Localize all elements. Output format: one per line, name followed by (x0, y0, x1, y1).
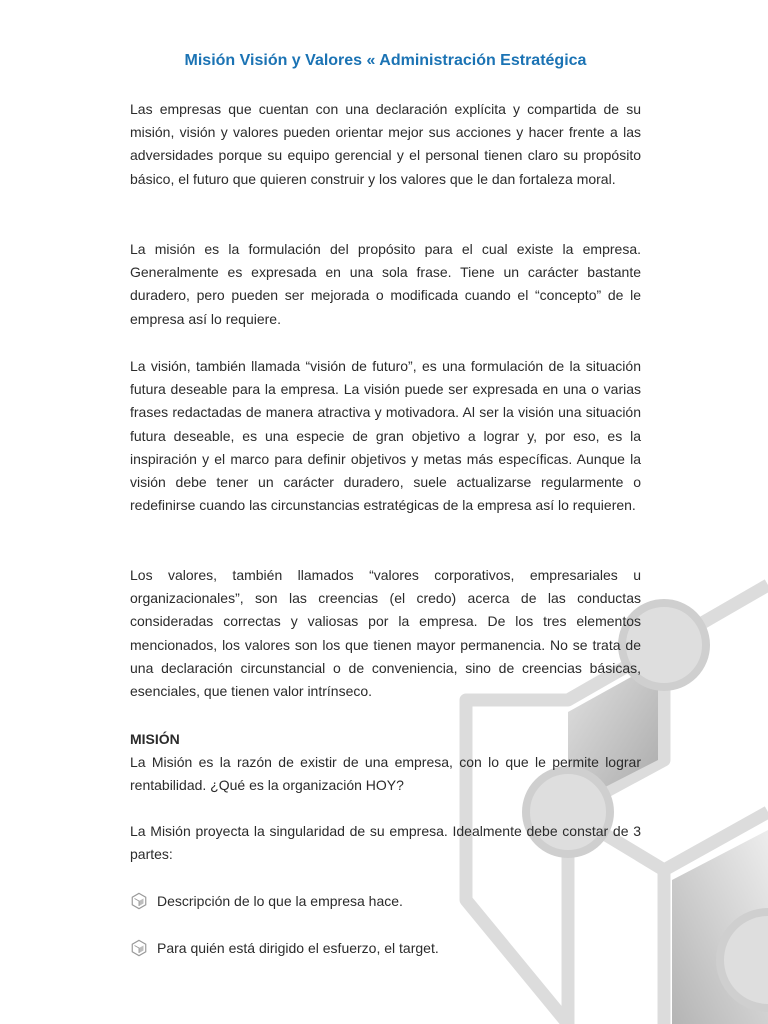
list-item (130, 937, 641, 959)
bullet-text: Para quién está dirigido el esfuerzo, el target. (157, 940, 439, 956)
intro-paragraph: Las empresas que cuentan con una declaración explícita y compartida de su misión, visión y valores pueden orientar mejor sus acciones y hacer frente a las adversidades porque su equipo gerencial y el personal tienen claro su propósito básico, el futuro que quieren construir y los valores que le dan fortaleza moral. (130, 101, 641, 187)
list-item (130, 890, 641, 912)
hexagon-cube-icon (130, 892, 148, 910)
mision-paragraph: La misión es la formulación del propósito para el cual existe la empresa. Generalmente es expresada en una sola frase. Tiene un carácter bastante duradero, pero pueden ser mejorada o modificada cuando el “concepto” de le empresa así lo requiere. (130, 241, 641, 327)
bullet-text: Descripción de lo que la empresa hace. (157, 893, 403, 909)
mision-definition-paragraph: La Misión es la razón de existir de una empresa, con lo que le permite lograr rentabilidad. ¿Qué es la organización HOY? (130, 754, 641, 794)
mision-parts-paragraph: La Misión proyecta la singularidad de su empresa. Idealmente debe constar de 3 partes: (130, 823, 641, 863)
valores-paragraph: Los valores, también llamados “valores corporativos, empresariales u organizacionales”, son las creencias (el credo) acerca de las conductas consideradas correctas y valiosas por la empresa. De los tres elementos mencionados, los valores son los que tienen mayor permanencia. No se trata de una declaración circunstancial o de conveniencia, sino de creencias básicas, esenciales, que tienen valor intrínseco. (130, 567, 641, 700)
hexagon-cube-icon (130, 939, 148, 957)
page-title: Misión Visión y Valores « Administración Estratégica (184, 52, 587, 69)
mision-heading: MISIÓN (130, 731, 180, 747)
vision-paragraph: La visión, también llamada “visión de futuro”, es una formulación de la situación futura deseable para la empresa. La visión puede ser expresada en una o varias frases redactadas de manera atractiva y motivadora. Al ser la visión una situación futura deseable, es una especie de gran objetivo a lograr y, por eso, es la inspiración y el marco para definir objetivos y metas más específicas. Aunque la visión debe tener un carácter duradero, suele actualizarse regularmente o redefinirse cuando las circunstancias estratégicas de la empresa así lo requieren. (130, 358, 641, 514)
